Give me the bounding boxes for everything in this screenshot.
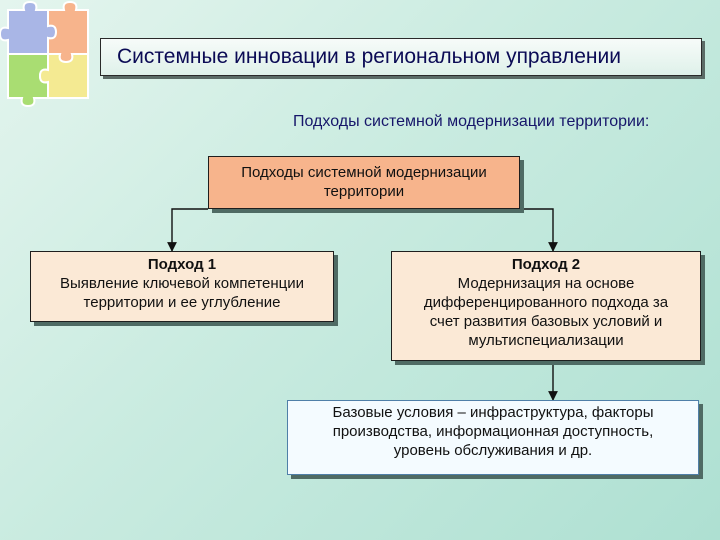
approach-1-heading: Подход 1 <box>147 256 217 273</box>
approach-2-heading: Подход 2 <box>511 256 581 273</box>
root-box-line-1: Подходы системной модернизации <box>241 164 487 181</box>
arrow-to-approach-2 <box>520 209 553 251</box>
approach-1-box <box>30 251 334 322</box>
title-bar <box>100 38 702 76</box>
base-conditions-line-3: уровень обслуживания и др. <box>393 442 593 459</box>
puzzle-logo <box>0 0 96 118</box>
approach-2-line-1: Модернизация на основе <box>457 275 635 292</box>
page-title: Системные инновации в региональном управлении <box>117 45 621 68</box>
approach-2-line-2: дифференцированного подхода за <box>423 294 669 311</box>
base-conditions-line-1: Базовые условия – инфраструктура, факторы <box>332 404 654 421</box>
root-approaches-box <box>208 156 520 209</box>
subtitle: Подходы системной модернизации территории: <box>293 113 650 130</box>
approach-1-line-1: Выявление ключевой компетенции <box>59 275 305 292</box>
approach-1-line-2: территории и ее углубление <box>83 294 281 311</box>
root-box-line-2: территории <box>323 183 405 200</box>
base-conditions-box <box>287 400 699 475</box>
approach-2-line-4: мультиспециализации <box>468 332 624 349</box>
approach-2-line-3: счет развития базовых условий и <box>429 313 663 330</box>
arrow-to-approach-1 <box>172 209 208 251</box>
base-conditions-line-2: производства, информационная доступность, <box>332 423 654 440</box>
approach-2-box <box>391 251 701 361</box>
